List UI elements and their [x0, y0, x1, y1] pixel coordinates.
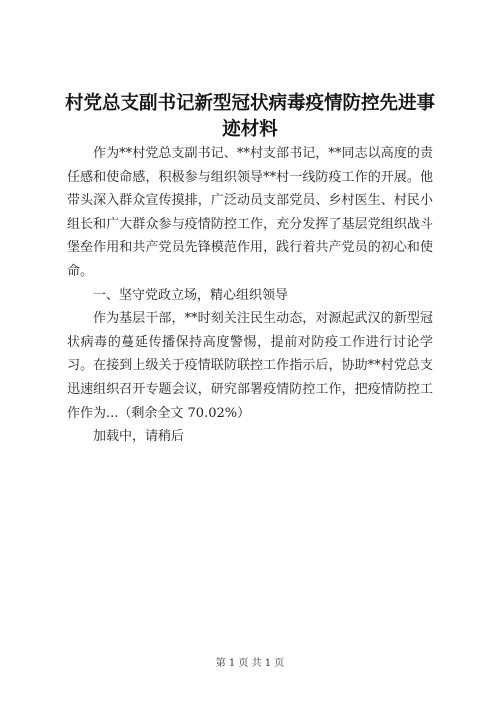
loading-text: 加载中，请稍后: [93, 429, 185, 445]
document-title: 村党总支副书记新型冠状病毒疫情防控先进事迹材料: [64, 93, 435, 140]
intro-paragraph: 作为**村党总支副书记、**村支部书记，**同志以高度的责任感和使命感，积极参与组织领导**村一线防疫工作的开展。他带头深入群众宣传摸排，广泛动员支部党员、乡村医生、村民小组长和广大群众参与疫情防控工作，充分发挥了基层党组织战斗堡垒作用和共产党员先锋模范作用，践行着共产党员的初心和使命。: [67, 146, 433, 279]
page-number-footer: 第 1 页 共 1 页: [215, 658, 285, 669]
document-body: [67, 142, 433, 449]
section-paragraph: 作为基层干部，**时刻关注民生动态，对源起武汉的新型冠状病毒的蔓延传播保持高度警惕，提前对防疫工作进行讨论学习。在接到上级关于疫情联防联控工作指示后，协助**村党总支迅速组织召开专题会议，研究部署疫情防控工作，把疫情防控工作作为...（剩余全文 70.02%）: [67, 311, 433, 421]
section-heading: 一、坚守党政立场，精心组织领导: [93, 287, 289, 303]
